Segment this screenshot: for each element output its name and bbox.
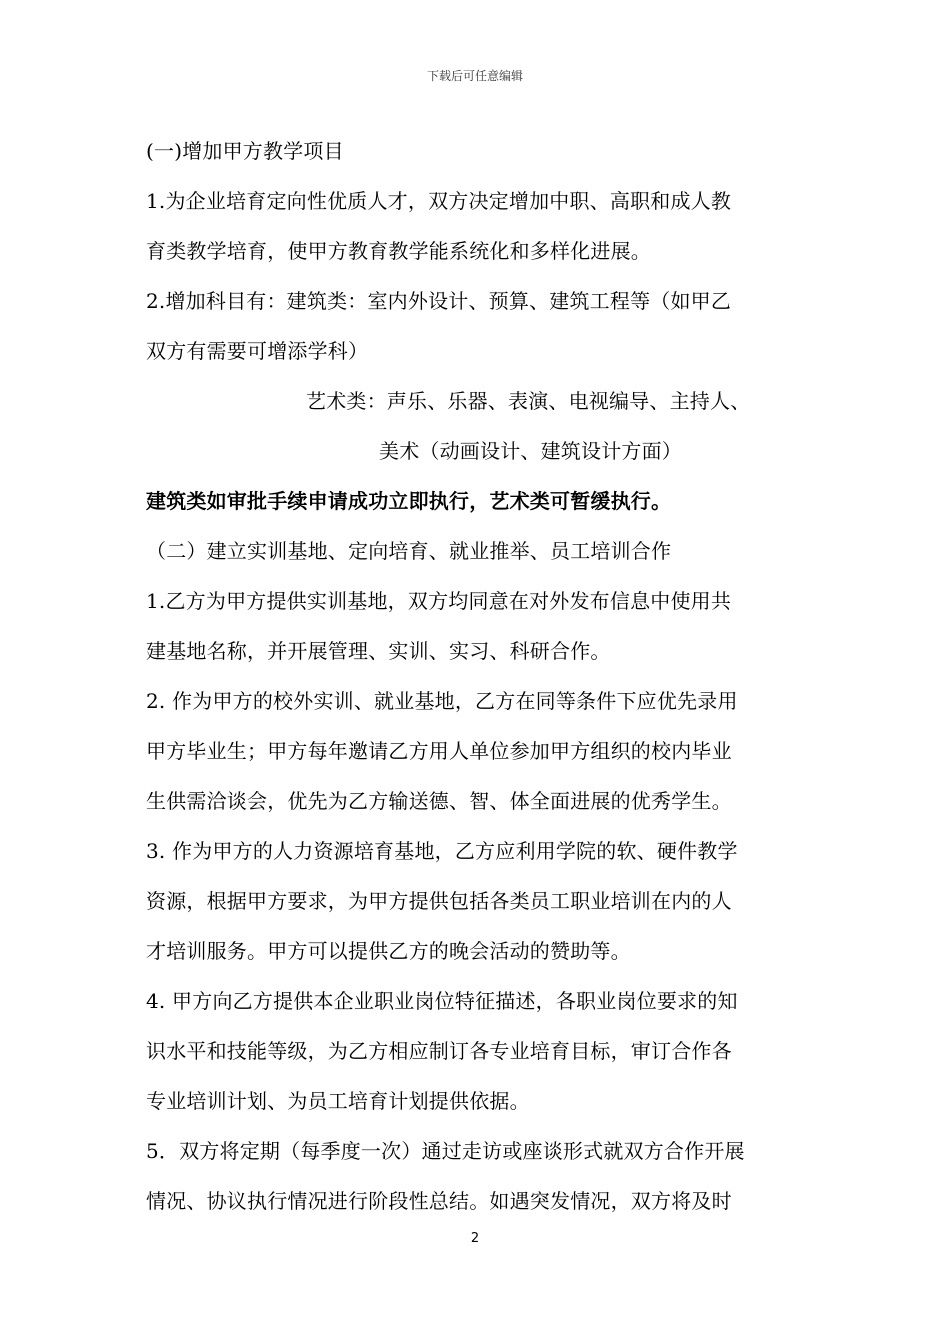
paragraph-line: 建基地名称，并开展管理、实训、实习、科研合作。 xyxy=(146,639,611,663)
paragraph-line-indented: 艺术类：声乐、乐器、表演、电视编导、主持人、 xyxy=(306,389,751,413)
paragraph-line: 4. 甲方向乙方提供本企业职业岗位特征描述，各职业岗位要求的知 xyxy=(146,989,738,1013)
paragraph-line: 甲方毕业生；甲方每年邀请乙方用人单位参加甲方组织的校内毕业 xyxy=(146,739,732,763)
paragraph-line: 生供需洽谈会，优先为乙方输送德、智、体全面进展的优秀学生。 xyxy=(146,789,732,813)
paragraph-line: 2. 作为甲方的校外实训、就业基地，乙方在同等条件下应优先录用 xyxy=(146,689,738,713)
paragraph-line: 情况、协议执行情况进行阶段性总结。如遇突发情况，双方将及时 xyxy=(146,1189,732,1213)
paragraph-line: 1.乙方为甲方提供实训基地，双方均同意在对外发布信息中使用共 xyxy=(146,589,732,613)
paragraph-line: 2.增加科目有：建筑类：室内外设计、预算、建筑工程等（如甲乙 xyxy=(146,289,732,313)
page-header: 下载后可任意编辑 xyxy=(426,69,523,83)
bold-notice: 建筑类如审批手续申请成功立即执行，艺术类可暂缓执行。 xyxy=(146,489,672,513)
paragraph-line: 3. 作为甲方的人力资源培育基地，乙方应利用学院的软、硬件教学 xyxy=(146,839,738,863)
paragraph-line-indented: 美术（动画设计、建筑设计方面） xyxy=(379,439,682,463)
paragraph-line: 育类教学培育，使甲方教育教学能系统化和多样化进展。 xyxy=(146,239,651,263)
paragraph-line: 资源，根据甲方要求，为甲方提供包括各类员工职业培训在内的人 xyxy=(146,889,732,913)
section-heading-1: (一)增加甲方教学项目 xyxy=(146,139,344,163)
section-heading-2: （二）建立实训基地、定向培育、就业推举、员工培训合作 xyxy=(146,539,672,563)
page-number: 2 xyxy=(470,1231,480,1246)
paragraph-line: 双方有需要可增添学科） xyxy=(146,339,369,363)
paragraph-line: 5．双方将定期（每季度一次）通过走访或座谈形式就双方合作开展 xyxy=(146,1139,745,1163)
paragraph-line: 识水平和技能等级，为乙方相应制订各专业培育目标，审订合作各 xyxy=(146,1039,732,1063)
paragraph-line: 1.为企业培育定向性优质人才，双方决定增加中职、高职和成人教 xyxy=(146,189,732,213)
paragraph-line: 专业培训计划、为员工培育计划提供依据。 xyxy=(146,1089,530,1113)
paragraph-line: 才培训服务。甲方可以提供乙方的晚会活动的赞助等。 xyxy=(146,939,631,963)
